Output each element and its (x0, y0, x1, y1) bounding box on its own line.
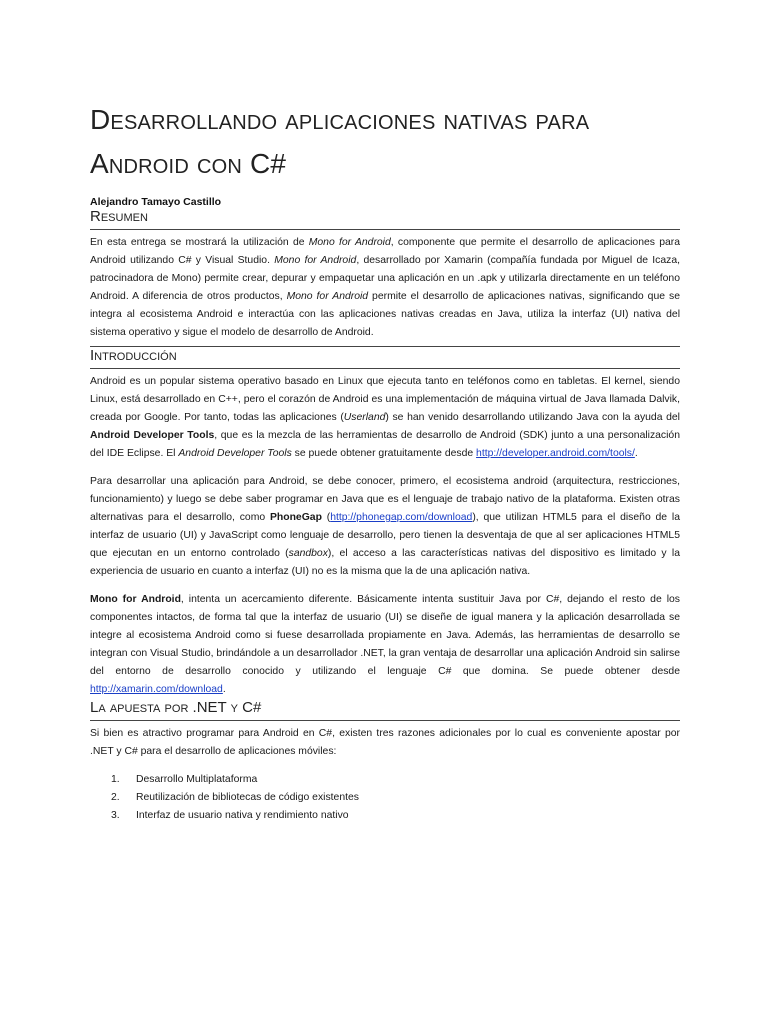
title-line-1: Desarrollando aplicaciones nativas para (90, 104, 590, 135)
abstract-paragraph: En esta entrega se mostrará la utilización de Mono for Android, componente que permite el desarrollo de aplicaciones para Android utilizando C# y Visual Studio. Mono for Android, desarrollado por Xamarin (compañía fundada por Miguel de Icaza, patrocinadora de Mono) permite crear, depurar y empaquetar una aplicación en un .apk y utilizarla directamente en un teléfono Android. A diferencia de otros productos, Mono for Android permite el desarrollo de aplicaciones nativas, significando que se integra al ecosistema Android e interactúa con las aplicaciones nativas creadas en Java, utiliza la interfaz (UI) nativa del sistema operativo y sigue el modelo de desarrollo de Android. (90, 237, 680, 338)
android-tools-link[interactable]: http://developer.android.com/tools/ (476, 448, 635, 459)
author-name: Alejandro Tamayo Castillo (90, 196, 222, 208)
list-item: 2. Reutilización de bibliotecas de código existentes (111, 792, 359, 803)
title-line-2: Android con C# (90, 148, 287, 179)
phonegap-link[interactable]: http://phonegap.com/download (330, 512, 473, 523)
net-heading: La apuesta por .NET y C# (90, 699, 262, 716)
intro-paragraph-3: Mono for Android, intenta un acercamiento diferente. Básicamente intenta sustituir Java por C#, dejando el resto de los componentes intactos, de forma tal que la interfaz de usuario (UI) se diseñe de igual manera y la aplicación desarrollada se integre al ecosistema Android como si fuese desarrollada propiamente en Java. Además, las herramientas de desarrollo se integran con Visual Studio, brindándole a un desarrollador .NET, la gran ventaja de desarrollar una aplicación Android sin salirse del entorno de desarrollo conocido y utilizando el lenguaje C# que domina. Se puede obtener desde http://xamarin.com/download. (90, 594, 680, 695)
intro-rule (90, 368, 680, 369)
reasons-list (90, 771, 680, 825)
resumen-heading: Resumen (90, 208, 148, 225)
abstract-box (90, 230, 680, 347)
intro-paragraph-2: Para desarrollar una aplicación para Android, se debe conocer, primero, el ecosistema android (arquitectura, restricciones, funcionamiento) y luego se debe saber programar en Java que es el lenguaje de trabajo nativo de la plataforma. Existen otras alternativas para el desarrollo, como PhoneGap (http://phonegap.com/download), que utilizan HTML5 para el diseño de la interfaz de usuario (UI) y JavaScript como lenguaje de desarrollo, pero tienen la desventaja de que al ser aplicaciones HTML5 que ejecutan en un entorno controlado (sandbox), el acceso a las características nativas del dispositivo es limitado y la experiencia de usuario en cuanto a interfaz (UI) no es la misma que la de una aplicación nativa. (90, 476, 680, 577)
document-title (90, 0, 680, 186)
intro-heading: Introducción (90, 347, 177, 364)
net-paragraph: Si bien es atractivo programar para Android en C#, existen tres razones adicionales por lo cual es conveniente apostar por .NET y C# para el desarrollo de aplicaciones móviles: (90, 728, 680, 757)
intro-paragraph-1: Android es un popular sistema operativo basado en Linux que ejecuta tanto en teléfonos como en tabletas. El kernel, siendo Linux, está desarrollado en C++, pero el corazón de Android es una implementación de máquina virtual de Java llamada Dalvik, creada por Google. Por tanto, todas las aplicaciones (Userland) se han venido desarrollando utilizando Java con la ayuda del Android Developer Tools, que es la mezcla de las herramientas de desarrollo de Android (SDK) junto a una personalización del IDE Eclipse. El Android Developer Tools se puede obtener gratuitamente desde http://developer.android.com/tools/. (90, 376, 680, 459)
list-item: 3. Interfaz de usuario nativa y rendimiento nativo (111, 810, 349, 821)
list-item: 1. Desarrollo Multiplataforma (111, 774, 258, 785)
xamarin-link[interactable]: http://xamarin.com/download (90, 684, 223, 695)
net-rule (90, 720, 680, 721)
